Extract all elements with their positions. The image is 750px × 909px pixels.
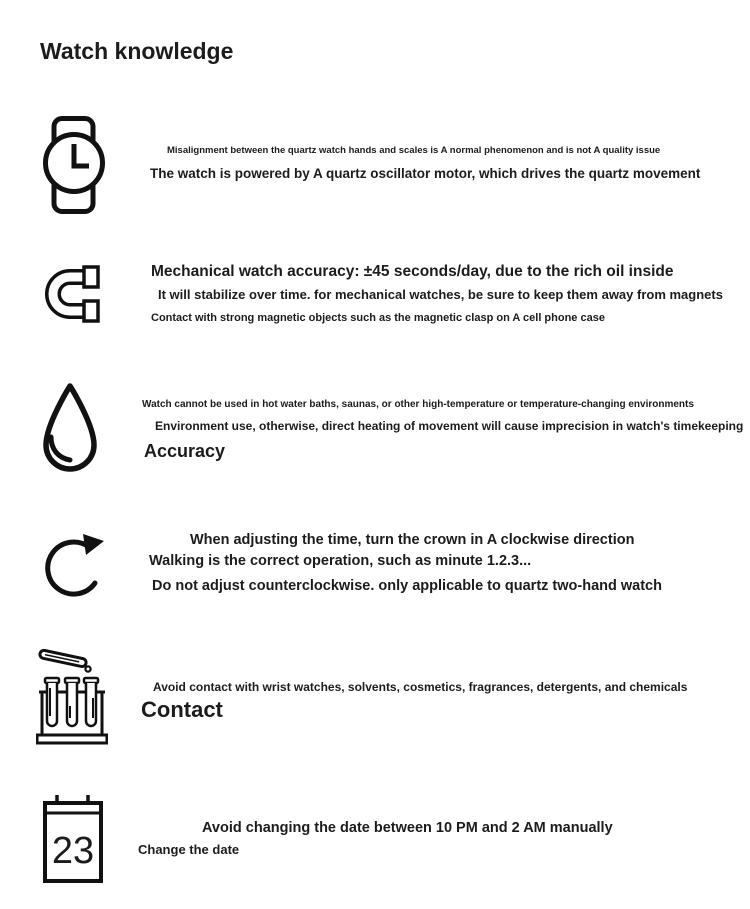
crown-note-2: Walking is the correct operation, such as minute 1.2.3...	[149, 553, 532, 569]
wristwatch-icon	[43, 116, 109, 214]
contact-heading: Contact	[141, 697, 223, 722]
water-drop-icon	[38, 380, 102, 480]
magnet-note-small: Contact with strong magnetic objects such as the magnetic clasp on A cell phone case	[151, 312, 605, 324]
magnet-note-mid: It will stabilize over time. for mechanical watches, be sure to keep them away from magnets	[158, 287, 723, 302]
page-title: Watch knowledge	[40, 38, 234, 64]
temperature-note-mid: Environment use, otherwise, direct heating of movement will cause imprecision in watch's timekeeping	[155, 419, 744, 433]
quartz-note-main: The watch is powered by A quartz oscillator motor, which drives the quartz movement	[150, 166, 701, 181]
temperature-note-small: Watch cannot be used in hot water baths, saunas, or other high-temperature or temperature-changing environments	[142, 399, 694, 410]
test-tubes-icon	[36, 648, 108, 746]
quartz-note-small: Misalignment between the quartz watch hands and scales is A normal phenomenon and is not A quality issue	[167, 145, 661, 156]
crown-note-3: Do not adjust counterclockwise. only applicable to quartz two-hand watch	[152, 578, 662, 594]
chemicals-note: Avoid contact with wrist watches, solvents, cosmetics, fragrances, detergents, and chemicals	[153, 680, 688, 694]
calendar-day-number: 23	[51, 830, 95, 872]
clockwise-arrow-icon	[44, 524, 106, 602]
date-note: Avoid changing the date between 10 PM and 2 AM manually	[202, 820, 613, 836]
crown-note-1: When adjusting the time, turn the crown in A clockwise direction	[190, 532, 635, 548]
magnet-icon	[42, 264, 104, 324]
accuracy-heading: Accuracy	[144, 441, 226, 461]
magnet-note-main: Mechanical watch accuracy: ±45 seconds/day, due to the rich oil inside	[151, 263, 674, 280]
change-date-heading: Change the date	[138, 842, 240, 857]
calendar-icon	[42, 793, 104, 885]
